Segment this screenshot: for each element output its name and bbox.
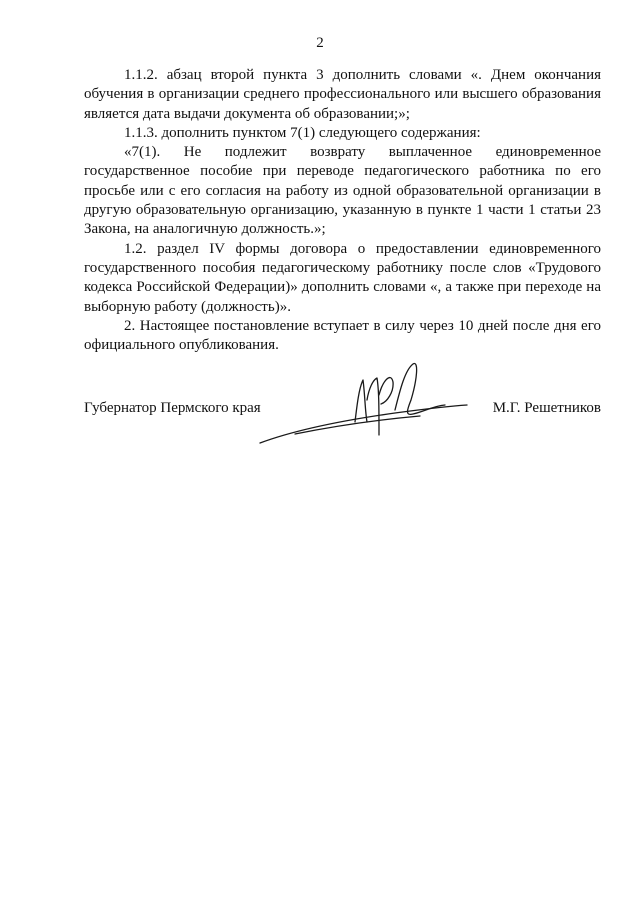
signer-position: Губернатор Пермского края (84, 400, 261, 416)
document-body (84, 66, 601, 355)
paragraph-2: 2. Настоящее постановление вступает в силу через 10 дней после дня его официального опубликования. (84, 317, 601, 354)
paragraph-1-1-3: 1.1.3. дополнить пунктом 7(1) следующего содержания: (124, 124, 481, 141)
paragraph-1-2: 1.2. раздел IV формы договора о предоставлении единовременного государственного пособия педагогическому работнику после слов «Трудового кодекса Российской Федерации)» дополнить словами «, а также при переходе на выборную работу (должность)». (84, 240, 601, 315)
page-number: 2 (316, 35, 324, 51)
paragraph-7-1: «7(1). Не подлежит возврату выплаченное единовременное государственное пособие при переводе педагогического работника по его просьбе или с его согласия на работу из одной образовательной организации в другую образовательную организацию, указанную в пункте 1 части 1 статьи 23 Закона, на аналогичную должность.»; (84, 144, 601, 238)
handwritten-signature (255, 350, 475, 455)
paragraph-1-1-2: 1.1.2. абзац второй пункта 3 дополнить словами «. Днем окончания обучения в организации среднего профессионального или высшего образования является дата выдачи документа об образовании;»; (84, 67, 601, 122)
signer-name: М.Г. Решетников (492, 400, 601, 416)
